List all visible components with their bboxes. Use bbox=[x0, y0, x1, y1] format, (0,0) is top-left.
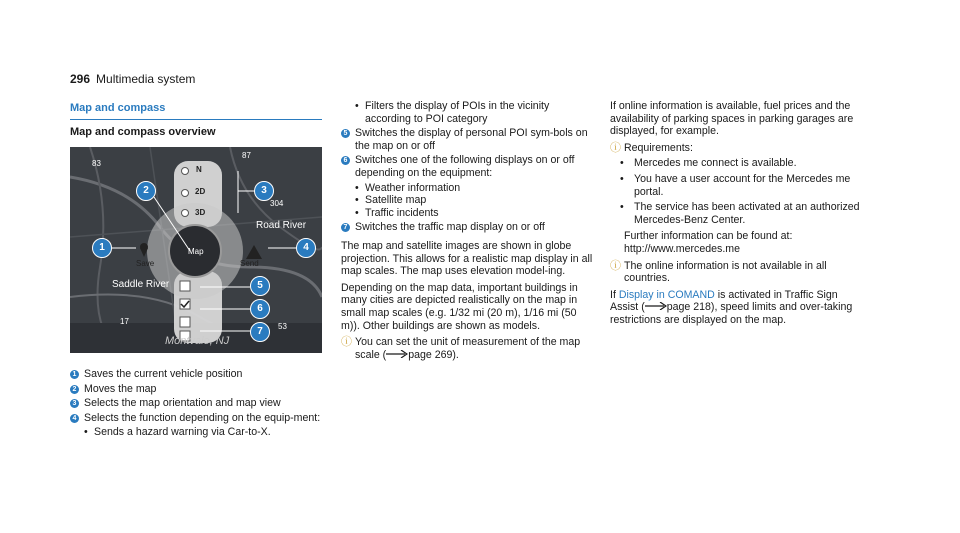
shield-53: 53 bbox=[278, 322, 287, 331]
poi-filter-bullet: • Filters the display of POIs in the vicinity according to POI category bbox=[355, 100, 593, 125]
page-ref-arrow-icon bbox=[386, 350, 408, 358]
item6-bullet-2: • Satellite map bbox=[355, 194, 593, 207]
info-icon: ⓘ bbox=[610, 259, 621, 272]
info-icon: ⓘ bbox=[610, 141, 621, 154]
shield-304: 304 bbox=[270, 199, 284, 208]
mode-3d-label: 3D bbox=[195, 208, 206, 217]
legend-bullet: • Sends a hazard warning via Car-to-X. bbox=[84, 426, 325, 439]
shield-87: 87 bbox=[242, 151, 251, 160]
callout-2: 2 bbox=[136, 181, 156, 201]
projection-paragraph: The map and satellite images are shown in globe projection. This allows for a realistic map display in all map scales. The map uses elevation model-ing. bbox=[341, 239, 593, 278]
town-label: Montvale, NJ bbox=[165, 335, 230, 347]
road-label-left: Saddle River bbox=[112, 279, 170, 290]
req-bullet-2: • You have a user account for the Mercedes me portal. bbox=[610, 173, 868, 198]
item6-bullet-3: • Traffic incidents bbox=[355, 207, 593, 220]
send-label: Send bbox=[240, 259, 259, 268]
further-info: Further information can be found at: http://www.mercedes.me bbox=[624, 230, 793, 255]
online-info-paragraph: If online information is available, fuel prices and the availability of parking spaces in parking garages are displayed, for example. bbox=[610, 100, 854, 138]
availability-note: ⓘ The online information is not available in all countries. bbox=[610, 259, 827, 285]
requirements-note: ⓘ Requirements: bbox=[610, 141, 693, 154]
middle-column bbox=[341, 100, 593, 361]
page-ref-link[interactable]: page 269). bbox=[408, 348, 459, 361]
shield-17: 17 bbox=[120, 317, 129, 326]
road-label-top: Road River bbox=[256, 220, 307, 231]
legend-left bbox=[70, 368, 325, 439]
map-label: Map bbox=[188, 247, 204, 256]
right-column bbox=[610, 100, 868, 331]
legend-item-5: 5 Switches the display of personal POI sym-bols on the map on or off bbox=[341, 127, 593, 152]
north-label: N bbox=[196, 165, 202, 174]
legend-item-7: 7 Switches the traffic map display on or off bbox=[341, 221, 593, 234]
section-title: Map and compass bbox=[70, 102, 322, 120]
buildings-paragraph: Depending on the map data, important buildings in many cities are depicted realistically on the map in small map scales (e.g. 1/32 mi (20 m), 1/16 mi (50 m)). Other buildings are shown as models. bbox=[341, 281, 578, 332]
callout-7: 7 bbox=[250, 322, 270, 342]
callout-3: 3 bbox=[254, 181, 274, 201]
shield-83: 83 bbox=[92, 159, 101, 168]
callout-4: 4 bbox=[296, 238, 316, 258]
header-title: Multimedia system bbox=[96, 72, 196, 86]
req-bullet-3: • The service has been activated at an authorized Mercedes-Benz Center. bbox=[610, 201, 868, 226]
subsection-title: Map and compass overview bbox=[70, 126, 216, 138]
callout-1: 1 bbox=[92, 238, 112, 258]
legend-item-2: 2 Moves the map bbox=[70, 383, 325, 396]
page-ref-arrow-icon bbox=[645, 302, 667, 310]
mode-2d-label: 2D bbox=[195, 187, 206, 196]
page-header bbox=[70, 72, 195, 86]
display-in-comand-link[interactable]: Display in COMAND bbox=[618, 288, 715, 301]
legend-item-4: 4 Selects the function depending on the equip-ment: bbox=[70, 412, 325, 425]
save-label: Save bbox=[136, 259, 155, 268]
legend-item-6: 6 Switches one of the following displays on or off depending on the equipment: bbox=[341, 154, 593, 179]
legend-item-1: 1 Saves the current vehicle position bbox=[70, 368, 325, 381]
unit-note: ⓘ You can set the unit of measurement of the map scale ( page 269). bbox=[341, 336, 581, 361]
req-bullet-1: • Mercedes me connect is available. bbox=[610, 157, 868, 170]
info-icon: ⓘ bbox=[341, 336, 352, 349]
callout-5: 5 bbox=[250, 276, 270, 296]
traffic-sign-paragraph: If Display in COMAND is activated in Traffic Sign Assist ( page 218), speed limits and over-taking restrictions are displayed on the map. bbox=[610, 288, 853, 326]
callout-6: 6 bbox=[250, 299, 270, 319]
legend-item-3: 3 Selects the map orientation and map view bbox=[70, 397, 325, 410]
page-number: 296 bbox=[70, 72, 91, 86]
item6-bullet-1: • Weather information bbox=[355, 182, 593, 195]
map-figure bbox=[70, 147, 322, 353]
